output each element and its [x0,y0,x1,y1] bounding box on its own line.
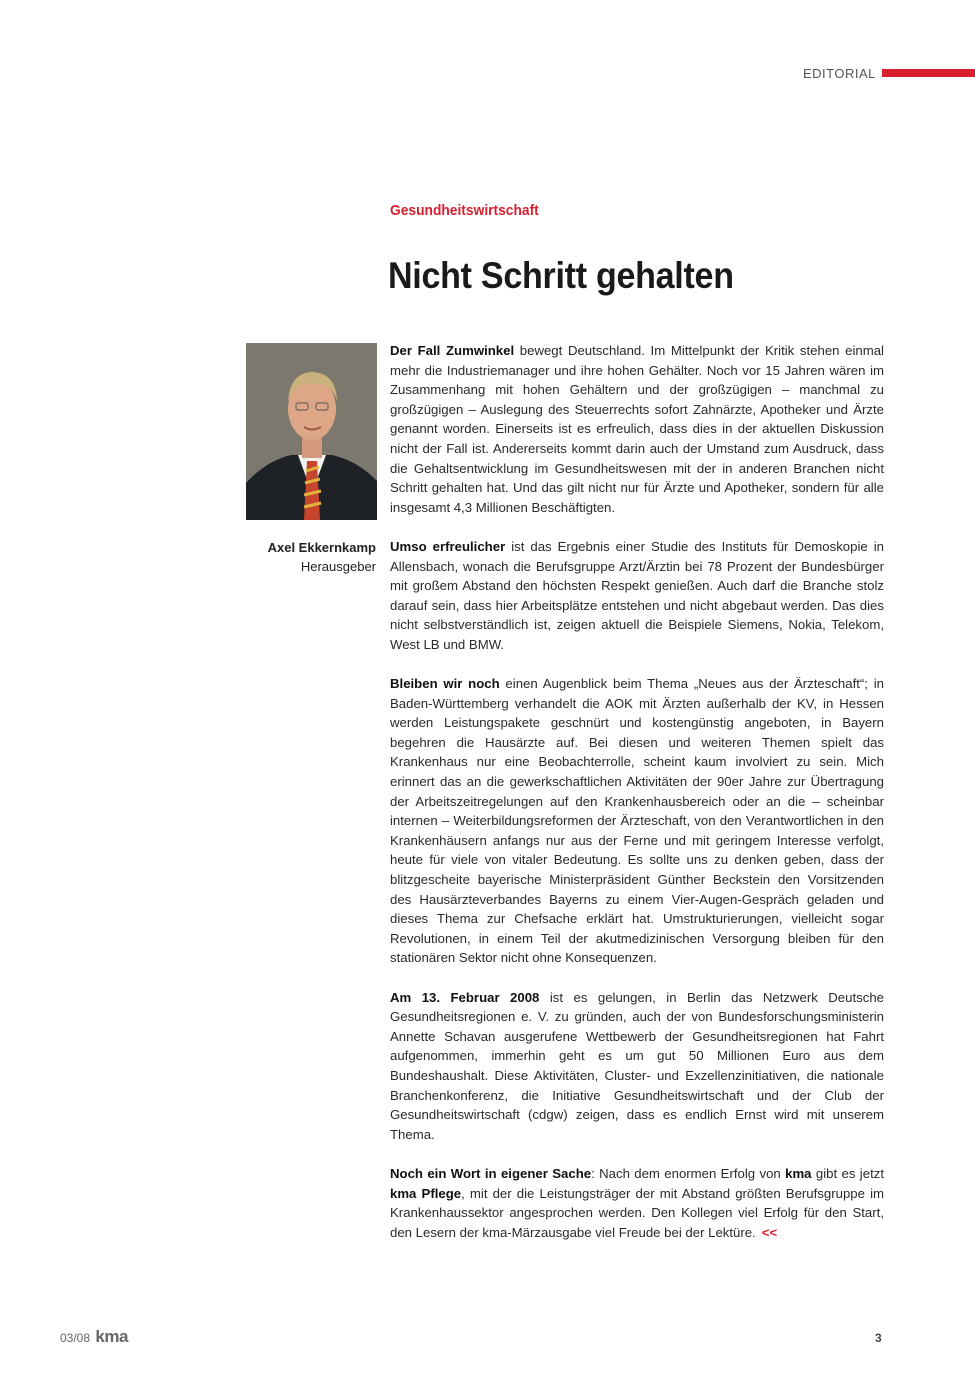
article-kicker: Gesundheitswirtschaft [390,202,539,219]
brand-name: kma Pflege [390,1185,462,1201]
footer-issue [60,1327,128,1347]
paragraph-lead: Noch ein Wort in eigener Sache [390,1165,592,1181]
article-body [390,341,884,1262]
paragraph [390,1164,884,1242]
paragraph-text: bewegt Deutschland. Im Mittelpunkt der Kritik stehen einmal mehr die Industriemanager und ihre hohen Gehälter. Noch vor 15 Jahren wären im Zusammenhang mit hohen Gehältern und der großzügigen – manchmal zu großzügigen – Auslegung des Steuerrechts sofort Zahnärzte, Apotheker und Ärzte genannt worden. Einerseits ist es erfreulich, dass dies in der aktuellen Diskussion nicht der Fall ist. Andererseits kommt darin auch der Umstand zum Ausdruck, dass die Gehaltsentwicklung im Gesundheitswesen mit der in anderen Branchen nicht Schritt gehalten hat. Und das gilt nicht nur für Ärzte und Apotheker, sondern für alle insgesamt 4,3 Millionen Beschäftigten. [390,343,884,515]
paragraph-text: ist das Ergebnis einer Studie des Instituts für Demoskopie in Allensbach, wonach die Berufsgruppe Arzt/Ärztin bei 78 Prozent der Bundesbürger mit großem Abstand den höchsten Respekt genießen. Auch darf die Branche stolz darauf sein, dass hier Arbeitsplätze entstehen und nicht abgebaut werden. Das dies nicht selbstverständlich ist, zeigen aktuell die Beispiele Siemens, Nokia, Telekom, West LB und BMW. [390,538,884,652]
paragraph-text: : Nach dem enormen Erfolg von [591,1165,786,1181]
paragraph-text: gibt es jetzt [811,1165,884,1181]
paragraph [390,988,884,1145]
kma-logo: kma [95,1327,128,1346]
end-mark-icon: << [761,1224,778,1240]
author-role: Herausgeber [300,559,376,574]
paragraph-lead: Am 13. Februar 2008 [390,989,540,1005]
author-photo [246,343,377,520]
article-title: Nicht Schritt gehalten [388,255,734,296]
paragraph-text: , mit der die Leistungsträger der mit Abstand größten Berufsgruppe im Krankenhaussektor angesprochen werden. Den Kollegen viel Erfolg für den Start, den Lesern der kma-Märzausgabe viel Freude bei der Lektüre. [390,1185,884,1240]
portrait-photo-icon [246,343,377,520]
brand-name: kma [785,1165,812,1181]
paragraph-lead: Bleiben wir noch [390,676,500,692]
author-caption [200,538,376,576]
paragraph-lead: Der Fall Zumwinkel [390,343,515,358]
page-number: 3 [875,1331,882,1345]
paragraph [390,341,884,517]
paragraph-lead: Umso erfreulicher [390,538,506,554]
author-name: Axel Ekkernkamp [267,540,376,555]
paragraph-text: ist es gelungen, in Berlin das Netzwerk Deutsche Gesundheitsregionen e. V. zu gründen, auch der von Bundesforschungsministerin Annette Schavan ausgerufene Wettbewerb der Gesundheitsregionen hat Fahrt aufgenommen, immerhin geht es um gut 50 Millionen Euro aus dem Bundeshaushalt. Diese Aktivitäten, Cluster- und Exzellenzinitiativen, die nationale Branchenkonferenz, die Initiative Gesundheitswirtschaft und der Club der Gesundheitswirtschaft (cdgw) zeigen, dass es endlich Ernst wird mit unserem Thema. [390,989,884,1142]
paragraph-text: einen Augenblick beim Thema „Neues aus der Ärzteschaft“; in Baden-Württemberg verhandelt die AOK mit Ärzten außerhalb der KV, in Hessen werden Leistungspakete geschnürt und kostengünstig angeboten, in Bayern begehren die Hausärzte auf. Bei diesen und weiteren Themen spielt das Krankenhaus nur eine Beobachterrolle, scheint kaum involviert zu sein. Mich erinnert das an die gewerkschaftlichen Aktivitäten der 90er Jahre zur Übertragung der Arbeitszeitregelungen auf den Krankenhausbereich oder an die – scheinbar internen – Weiterbildungsreformen der Ärzteschaft, von den Verantwortlichen in den Krankenhäusern anfangs nur aus der Ferne und mit geringem Interesse verfolgt, heute für viele von vitaler Bedeutung. Es sollte uns zu denken geben, dass der blitzgescheite bayerische Ministerpräsident Günther Beckstein den Vorsitzenden des Hausärzteverbandes Bayerns zu einem Vier-Augen-Gespräch geladen und dieses Thema zur Chefsache erklärt hat. Umstrukturierungen, vielleicht sogar Revolutionen, in einem Teil der akutmedizinischen Versorgung bleiben für den stationären Sektor nicht ohne Konsequenzen. [390,676,884,966]
paragraph [390,674,884,968]
paragraph [390,537,884,655]
section-accent-bar [882,69,975,77]
section-label: EDITORIAL [803,66,876,81]
issue-number: 03/08 [60,1331,91,1345]
